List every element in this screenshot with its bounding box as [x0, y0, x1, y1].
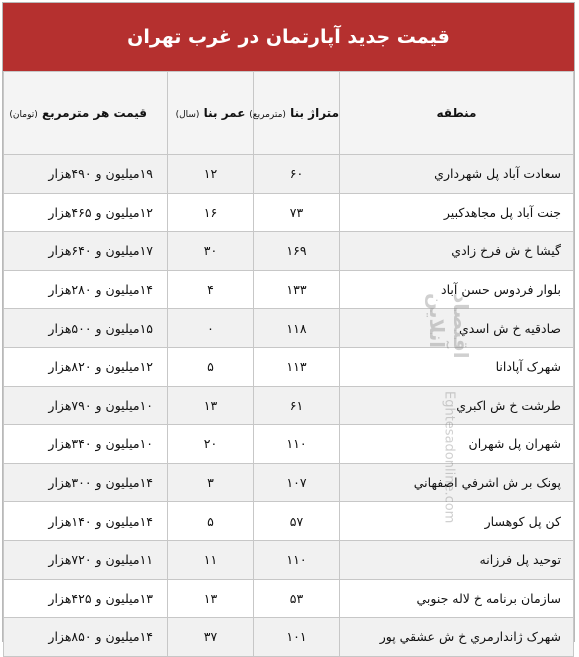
- table-row: [4, 193, 574, 232]
- price-table: [3, 71, 574, 657]
- header-price-label: قیمت هر مترمربع: [41, 106, 147, 120]
- header-area-label: متراژ بنا: [290, 106, 339, 120]
- cell-price: ۱۹میلیون و ۴۹۰هزار: [4, 155, 168, 194]
- cell-price: ۱۱میلیون و ۷۲۰هزار: [4, 540, 168, 579]
- cell-area: ۷۳: [254, 193, 340, 232]
- cell-area: ۱۱۰: [254, 425, 340, 464]
- cell-age: ۲۰: [168, 425, 254, 464]
- cell-age: ۳۰: [168, 232, 254, 271]
- cell-area: ۵۷: [254, 502, 340, 541]
- header-age-label: عمر بنا: [203, 106, 246, 120]
- cell-region: شهرک آپادانا: [340, 347, 574, 386]
- header-price-unit: (تومان): [9, 110, 38, 120]
- table-row: [4, 463, 574, 502]
- table-row: [4, 232, 574, 271]
- cell-region: پونک بر ش اشرفي اصفهاني: [340, 463, 574, 502]
- header-region: [340, 72, 574, 155]
- cell-age: ۱۳: [168, 386, 254, 425]
- header-area: [249, 72, 340, 155]
- table-header-row: [4, 72, 574, 155]
- cell-price: ۱۰میلیون و ۷۹۰هزار: [4, 386, 168, 425]
- cell-price: ۱۴میلیون و ۲۸۰هزار: [4, 270, 168, 309]
- cell-age: ۱۳: [168, 579, 254, 618]
- cell-age: ۴: [168, 270, 254, 309]
- cell-age: ۵: [168, 347, 254, 386]
- table-row: [4, 386, 574, 425]
- cell-price: ۱۳میلیون و ۴۲۵هزار: [4, 579, 168, 618]
- cell-area: ۱۶۹: [254, 232, 340, 271]
- cell-area: ۶۱: [254, 386, 340, 425]
- cell-area: ۱۰۷: [254, 463, 340, 502]
- cell-region: گیشا خ ش فرخ زادي: [340, 232, 574, 271]
- header-price: [4, 72, 168, 155]
- cell-region: صادقیه خ ش اسدي: [340, 309, 574, 348]
- cell-price: ۱۲میلیون و ۴۶۵هزار: [4, 193, 168, 232]
- table-row: [4, 579, 574, 618]
- cell-price: ۱۷میلیون و ۶۴۰هزار: [4, 232, 168, 271]
- cell-region: شهران پل شهران: [340, 425, 574, 464]
- cell-age: ۱۲: [168, 155, 254, 194]
- table-row: [4, 347, 574, 386]
- cell-age: ۱۶: [168, 193, 254, 232]
- cell-region: شهرک ژاندارمري خ ش عشقي پور: [340, 618, 574, 657]
- cell-price: ۱۰میلیون و ۳۴۰هزار: [4, 425, 168, 464]
- table-row: [4, 425, 574, 464]
- table-row: [4, 155, 574, 194]
- cell-age: ۳۷: [168, 618, 254, 657]
- cell-price: ۱۴میلیون و ۸۵۰هزار: [4, 618, 168, 657]
- watermark-url: Eghtesadonline.com: [441, 390, 457, 523]
- table-row: [4, 540, 574, 579]
- cell-age: ۳: [168, 463, 254, 502]
- cell-area: ۱۱۸: [254, 309, 340, 348]
- cell-price: ۱۲میلیون و ۸۲۰هزار: [4, 347, 168, 386]
- header-area-unit: (مترمربع): [249, 110, 286, 120]
- cell-area: ۱۳۳: [254, 270, 340, 309]
- cell-region: توحید پل فرزانه: [340, 540, 574, 579]
- table-row: [4, 502, 574, 541]
- cell-age: ۱۱: [168, 540, 254, 579]
- cell-price: ۱۴میلیون و ۳۰۰هزار: [4, 463, 168, 502]
- cell-area: ۱۱۳: [254, 347, 340, 386]
- table-row: [4, 270, 574, 309]
- cell-age: ۵: [168, 502, 254, 541]
- page-title: قیمت جدید آپارتمان در غرب تهران: [3, 3, 574, 71]
- cell-area: ۱۰۱: [254, 618, 340, 657]
- cell-price: ۱۵میلیون و ۵۰۰هزار: [4, 309, 168, 348]
- cell-region: بلوار فردوس حسن آباد: [340, 270, 574, 309]
- cell-region: سعادت آباد پل شهرداري: [340, 155, 574, 194]
- cell-age: ۰: [168, 309, 254, 348]
- cell-region: سازمان برنامه خ لاله جنوبي: [340, 579, 574, 618]
- cell-region: کن پل کوهسار: [340, 502, 574, 541]
- cell-area: ۵۳: [254, 579, 340, 618]
- cell-region: طرشت خ ش اکبري: [340, 386, 574, 425]
- cell-area: ۶۰: [254, 155, 340, 194]
- cell-area: ۱۱۰: [254, 540, 340, 579]
- price-table-card: [2, 2, 575, 645]
- header-age-unit: (سال): [175, 110, 200, 120]
- table-row: [4, 618, 574, 657]
- header-age: [168, 72, 254, 155]
- table-row: [4, 309, 574, 348]
- header-region-label: منطقه: [436, 106, 477, 120]
- cell-price: ۱۴میلیون و ۱۴۰هزار: [4, 502, 168, 541]
- cell-region: جنت آباد پل مجاهدکبیر: [340, 193, 574, 232]
- watermark-text: اقتصاد آنلاین: [425, 293, 473, 359]
